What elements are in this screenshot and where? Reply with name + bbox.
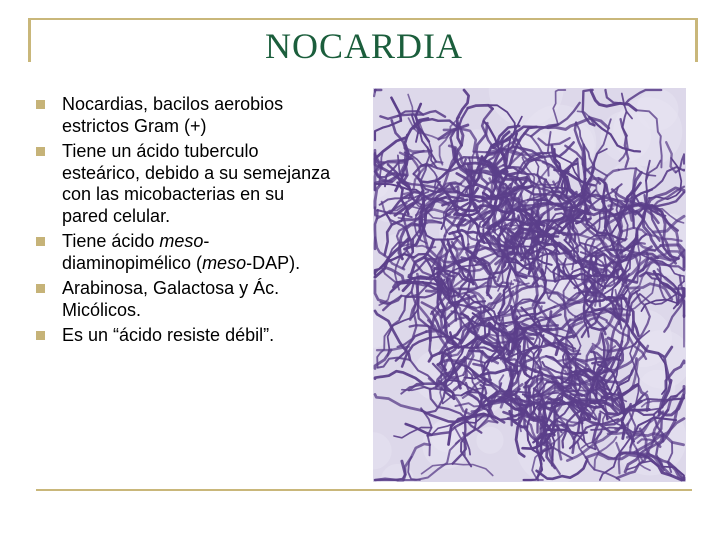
bacterial-filament (605, 90, 620, 103)
bullet-text-mid: -diaminopimélico ( (62, 231, 210, 273)
square-bullet-icon (36, 147, 45, 156)
bullet-text: Arabinosa, Galactosa y Ác. Micólicos. (62, 278, 280, 320)
micrograph-image (373, 88, 686, 482)
square-bullet-icon (36, 237, 45, 246)
bullet-item (34, 278, 334, 321)
bullet-item (34, 231, 334, 274)
frame-top-line (28, 18, 698, 20)
slide-title: NOCARDIA (264, 26, 463, 66)
nocardia-micrograph (373, 88, 686, 482)
bullet-item (34, 325, 334, 347)
bacterial-filament (374, 90, 376, 96)
bullet-text: Tiene un ácido tuberculo esteárico, debido a su semejanza con las micobacterias en su pared celular. (62, 141, 331, 226)
bacterial-filament (375, 394, 422, 410)
background-blotch (373, 432, 392, 469)
frame-bottom-line (36, 489, 692, 491)
square-bullet-icon (36, 100, 45, 109)
square-bullet-icon (36, 284, 45, 293)
bacterial-filament (468, 105, 493, 109)
bacterial-filament (375, 121, 401, 141)
bullet-item (34, 94, 334, 137)
bullet-text-italic: meso (202, 252, 247, 273)
bullet-list (34, 94, 334, 351)
bullet-item (34, 141, 334, 227)
bullet-text-pre: Tiene ácido (62, 231, 160, 251)
bacterial-filament (375, 479, 398, 480)
bullet-text-italic: meso (159, 231, 204, 251)
bullet-text: Es un “ácido resiste débil”. (62, 325, 275, 345)
bullet-text: Nocardias, bacilos aerobios estrictos Gram (+) (62, 94, 284, 136)
bullet-text-post: -DAP). (246, 252, 301, 273)
square-bullet-icon (36, 331, 45, 340)
